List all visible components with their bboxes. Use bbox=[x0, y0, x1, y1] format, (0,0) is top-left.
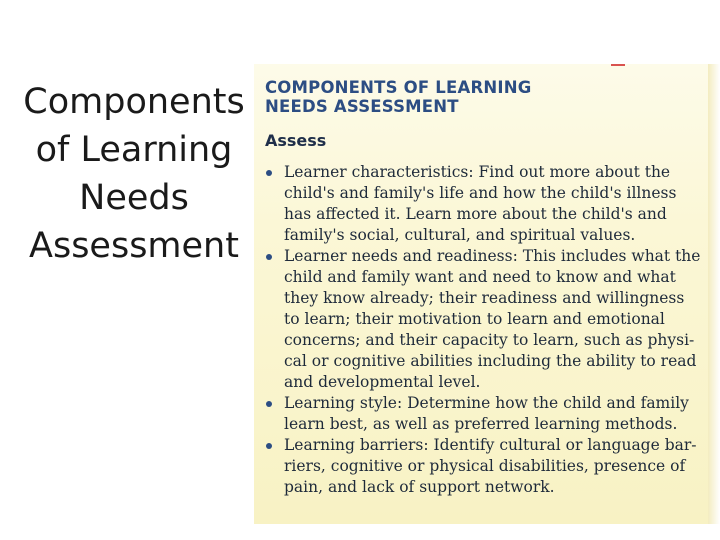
list-item bbox=[265, 393, 710, 435]
bullet-icon bbox=[266, 170, 272, 176]
slide-title-line: Assessment bbox=[29, 226, 239, 266]
bullet-icon bbox=[266, 254, 272, 260]
box-heading-line: NEEDS ASSESSMENT bbox=[265, 97, 459, 116]
list-item bbox=[265, 246, 710, 393]
bullet-icon bbox=[266, 443, 272, 449]
list-item-line: and developmental level. bbox=[284, 373, 481, 391]
slide-title-line: Components bbox=[23, 82, 245, 122]
list-item-line: learn best, as well as preferred learning methods. bbox=[284, 415, 678, 433]
red-mark bbox=[611, 64, 625, 66]
list-item-line: family's social, cultural, and spiritual values. bbox=[284, 226, 636, 244]
list-item-line: pain, and lack of support network. bbox=[284, 478, 555, 496]
list-item bbox=[265, 435, 710, 498]
bullet-icon bbox=[266, 401, 272, 407]
list-item-line: to learn; their motivation to learn and emotional bbox=[284, 310, 665, 328]
list-item-line: has affected it. Learn more about the child's and bbox=[284, 205, 667, 223]
list-item bbox=[265, 162, 710, 246]
list-item-line: Learning style: Determine how the child and family bbox=[284, 394, 689, 412]
list-item-line: they know already; their readiness and willingness bbox=[284, 289, 685, 307]
box-heading bbox=[265, 78, 565, 116]
list-item-line: Learning barriers: Identify cultural or language bar- bbox=[284, 436, 697, 454]
list-item-line: Learner characteristics: Find out more about the bbox=[284, 163, 671, 181]
box-heading-line: COMPONENTS OF LEARNING bbox=[265, 78, 532, 97]
slide-title bbox=[14, 78, 254, 270]
list-item-line: riers, cognitive or physical disabilities, presence of bbox=[284, 457, 686, 475]
list-item-line: cal or cognitive abilities including the ability to read bbox=[284, 352, 697, 370]
list-item-line: Learner needs and readiness: This includes what the bbox=[284, 247, 701, 265]
assessment-list bbox=[265, 162, 710, 498]
slide-title-line: Needs bbox=[79, 178, 189, 218]
list-item-line: concerns; and their capacity to learn, such as physi- bbox=[284, 331, 695, 349]
list-item-line: child and family want and need to know and what bbox=[284, 268, 676, 286]
slide-title-line: of Learning bbox=[35, 130, 233, 170]
list-item-line: child's and family's life and how the child's illness bbox=[284, 184, 677, 202]
assess-subheading: Assess bbox=[265, 131, 327, 150]
